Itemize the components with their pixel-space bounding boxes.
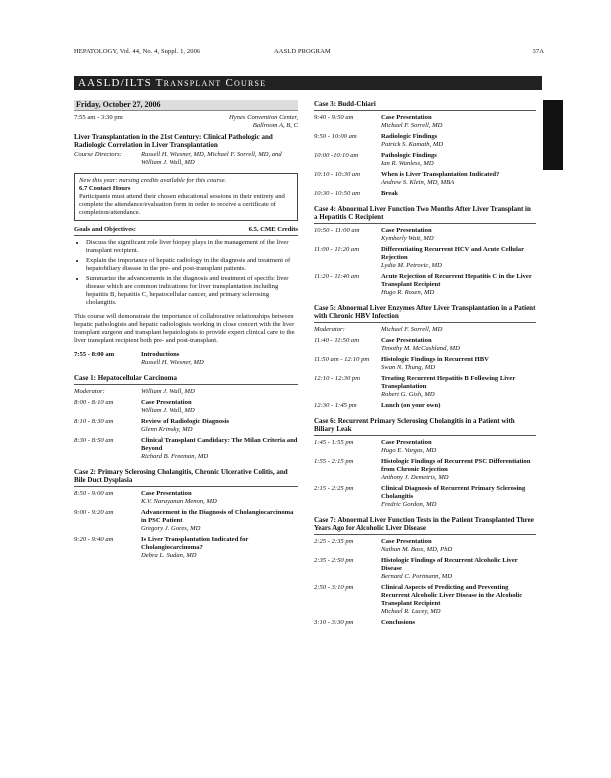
row-time: 11:40 - 11:50 am	[314, 336, 359, 344]
row-title: Case Presentation	[381, 226, 432, 234]
row-time: 12:10 - 12:30 pm	[314, 374, 360, 382]
row-title: Case Presentation	[381, 113, 432, 121]
moderator-label: Moderator:	[314, 325, 345, 333]
schedule-row	[314, 375, 536, 399]
goal-item: • Explain the importance of hepatic radiology in the diagnosis and treatment of hepatobiliary disease in the pre- and post-transplant patients.	[86, 257, 298, 273]
schedule-row	[74, 490, 298, 506]
attendance-requirement: Participants must attend their chosen educational sessions in their entirety and complete the attendance/evaluation form in order to receive a certificate of completion/attendance.	[79, 193, 285, 216]
course-description: This course will demonstrate the importance of collaborative relationships between hepatic pathologists and hepatic radiologists working in close concert with the liver transplant surgeon and transplant hepatologists to provide expert clinical care to the liver transplant recipient both pre- and post-transplant.	[74, 313, 295, 344]
row-time: 2:35 - 2:50 pm	[314, 556, 354, 564]
schedule-row	[314, 246, 536, 270]
moderator-row	[314, 326, 536, 334]
page-number: 37A	[532, 48, 544, 55]
schedule-row	[74, 418, 298, 434]
row-time: 1:55 - 2:15 pm	[314, 457, 354, 465]
row-title: Histologic Findings in Recurrent HBV	[381, 355, 489, 363]
schedule-row	[314, 152, 536, 168]
venue-line-2: Ballroom A, B, C	[252, 122, 298, 129]
row-time: 1:45 - 1:55 pm	[314, 438, 354, 446]
row-speaker: Ian R. Wanless, MD	[381, 159, 434, 167]
row-title: Case Presentation	[381, 438, 432, 446]
schedule-row	[314, 171, 536, 187]
schedule-row	[74, 437, 298, 461]
row-title: Treating Recurrent Hepatitis B Following Liver Transplantation	[381, 374, 516, 390]
row-time: 9:50 - 10:00 am	[314, 132, 357, 140]
moderator-name: Michael F. Sorrell, MD	[381, 325, 443, 333]
row-speaker: Bernard C. Portmann, MD	[381, 572, 453, 580]
schedule-row	[74, 351, 298, 367]
case-1-title: Case 1: Hepatocellular Carcinoma	[74, 374, 298, 385]
row-speaker: Debra L. Sudan, MD	[141, 551, 197, 559]
case-5-title: Case 5: Abnormal Liver Enzymes After Liver Transplantation in a Patient with Chronic HBV Infection	[314, 304, 536, 323]
row-speaker: Anthony J. Demetris, MD	[381, 473, 449, 481]
row-title: Lunch (on your own)	[381, 401, 441, 409]
running-header	[74, 48, 544, 58]
row-title: Pathologic Findings	[381, 151, 437, 159]
row-title: Is Liver Transplantation Indicated for Cholangiocarcinoma?	[141, 535, 249, 551]
schedule-row	[314, 538, 536, 554]
cme-credits: 6.5. CME Credits	[248, 226, 298, 233]
row-title: Histologic Findings of Recurrent PSC Differentiation from Chronic Rejection	[381, 457, 531, 473]
directors-names: Russell H. Wiesner, MD, Michael F. Sorrell, MD, and William J. Wall, MD	[141, 151, 282, 166]
case-3-title: Case 3: Budd-Chiari	[314, 100, 536, 111]
course-title: Liver Transplantation in the 21st Century: Clinical Pathologic and Radiologic Correlation in Liver Transplantation	[74, 133, 273, 149]
row-speaker: Robert G. Gish, MD	[381, 390, 435, 398]
side-tab-label: Friday October 27	[594, 102, 611, 144]
session-date: Friday, October 27, 2006	[74, 100, 298, 111]
row-time: 8:50 - 9:00 am	[74, 489, 114, 497]
row-title: Case Presentation	[141, 489, 192, 497]
row-speaker: Andrew S. Klein, MD, MBA	[381, 178, 455, 186]
row-title: Radiologic Findings	[381, 132, 438, 140]
row-speaker: Hugo E. Vargas, MD	[381, 446, 437, 454]
row-time: 2:15 - 2:25 pm	[314, 484, 354, 492]
journal-citation: HEPATOLOGY, Vol. 44, No. 4, Suppl. 1, 2006	[74, 48, 201, 55]
schedule-row	[314, 356, 536, 372]
row-title: Conclusions	[381, 618, 416, 626]
schedule-row	[314, 619, 536, 627]
row-time: 10:10 - 10:30 am	[314, 170, 360, 178]
row-time: 10:00 -10:10 am	[314, 151, 359, 159]
row-title: When is Liver Transplantation Indicated?	[381, 170, 500, 178]
schedule-row	[314, 439, 536, 455]
row-speaker: Fredric Gordon, MD	[381, 500, 437, 508]
row-speaker: Gregory J. Gores, MD	[141, 524, 201, 532]
row-time: 9:40 - 9:50 am	[314, 113, 354, 121]
row-time: 12:30 - 1:45 pm	[314, 401, 357, 409]
row-speaker: Swan N. Thung, MD	[381, 363, 436, 371]
row-time: 8:10 - 8:30 am	[74, 417, 114, 425]
session-venue	[141, 114, 298, 130]
row-time: 9:00 - 9:20 am	[74, 508, 114, 516]
row-title: Break	[381, 189, 399, 197]
course-banner: AASLD/ILTS Transplant Course	[74, 76, 542, 90]
row-time: 11:20 - 11:40 am	[314, 272, 359, 280]
row-time: 11:50 am - 12:10 pm	[314, 355, 370, 363]
row-speaker: Timothy M. McCashland, MD	[381, 344, 460, 352]
goals-list	[74, 239, 298, 307]
schedule-row	[314, 227, 536, 243]
session-time: 7:55 am - 3:30 pm	[74, 114, 123, 121]
row-time: 9:20 - 9:40 am	[74, 535, 114, 543]
contact-hours: 6.7 Contact Hours	[79, 185, 131, 192]
case-2-title: Case 2: Primary Sclerosing Cholangitis, Chronic Ulcerative Colitis, and Bile Duct Dysplasia	[74, 468, 298, 487]
schedule-row	[314, 485, 536, 509]
schedule-row	[314, 584, 536, 616]
schedule-row	[74, 536, 298, 560]
row-speaker: William J. Wall, MD	[141, 406, 195, 414]
moderator-label: Moderator:	[74, 387, 105, 395]
session-time-venue	[74, 114, 298, 130]
row-title: Advancement in the Diagnosis of Cholangiocarcinoma in PSC Patient	[141, 508, 294, 524]
row-time: 3:10 - 3:30 pm	[314, 618, 354, 626]
day-side-tab	[543, 100, 611, 170]
schedule-row	[314, 133, 536, 149]
row-speaker: Kymberly Watt, MD	[381, 234, 434, 242]
row-title: Differentiating Recurrent HCV and Acute Cellular Rejection	[381, 245, 524, 261]
row-time: 2:50 - 3:10 pm	[314, 583, 354, 591]
schedule-row	[314, 190, 536, 198]
row-title: Clinical Aspects of Predicting and Preventing Recurrent Alcoholic Liver Disease in the Alcoholic Transplant Recipient	[381, 583, 523, 607]
goal-item: • Discuss the significant role liver biopsy plays in the management of the liver transplant recipient.	[86, 239, 298, 255]
row-speaker: Nathan M. Bass, MD, PhD	[381, 545, 453, 553]
schedule-row	[314, 114, 536, 130]
nursing-credits-note: New this year: nursing credits available for this course.	[79, 177, 227, 184]
row-title: Acute Rejection of Recurrent Hepatitis C in the Liver Transplant Recipient	[381, 272, 532, 288]
row-title: Clinical Transplant Candidacy: The Milan Criteria and Beyond	[141, 436, 298, 452]
row-title: Case Presentation	[381, 336, 432, 344]
row-speaker: Richard B. Freeman, MD	[141, 452, 209, 460]
row-title: Case Presentation	[141, 398, 192, 406]
schedule-row	[74, 399, 298, 415]
right-column	[314, 100, 536, 630]
case-7-title: Case 7: Abnormal Liver Function Tests in the Patient Transplanted Three Years Ago for Alcoholic Liver Disease	[314, 516, 536, 535]
goals-label: Goals and Objectives:	[74, 226, 136, 233]
row-speaker: K.V. Narayanan Menon, MD	[141, 497, 217, 505]
row-speaker: Lydia M. Petrovic, MD	[381, 261, 442, 269]
goals-header	[74, 226, 298, 236]
schedule-row	[314, 337, 536, 353]
row-speaker: Michael R. Lucey, MD	[381, 607, 441, 615]
row-title: Case Presentation	[381, 537, 432, 545]
row-speaker: Patrick S. Kamath, MD	[381, 140, 444, 148]
row-title: Histologic Findings of Recurrent Alcoholic Liver Disease	[381, 556, 518, 572]
schedule-row	[314, 557, 536, 581]
goal-item: • Summarize the advancements in the diagnosis and treatment of specific liver disease which are common indications for liver transplantation including hepatitis B, hepatitis C, hepatocellular cancer, and primary sclerosing cholangitis.	[86, 275, 298, 307]
row-title: Review of Radiologic Diagnosis	[141, 417, 230, 425]
moderator-name: William J. Wall, MD	[141, 387, 195, 395]
schedule-row	[314, 273, 536, 297]
moderator-row	[74, 388, 298, 396]
row-speaker: Glenn Krinsky, MD	[141, 425, 193, 433]
row-title: Introductions	[141, 351, 180, 358]
row-time: 10:30 - 10:50 am	[314, 189, 360, 197]
schedule-row	[314, 402, 536, 410]
row-speaker: Russell H. Wiesner, MD	[141, 359, 204, 366]
row-time: 7:55 - 8:00 am	[74, 351, 115, 358]
program-label: AASLD PROGRAM	[274, 48, 331, 55]
row-time: 11:00 - 11:20 am	[314, 245, 359, 253]
credits-box	[74, 173, 298, 221]
row-time: 8:30 - 8:50 am	[74, 436, 114, 444]
directors-label: Course Directors:	[74, 151, 122, 158]
row-time: 2:25 - 2:35 pm	[314, 537, 354, 545]
schedule-row	[74, 509, 298, 533]
row-time: 8:00 - 8:10 am	[74, 398, 114, 406]
row-time: 10:50 - 11:00 am	[314, 226, 360, 234]
left-column	[74, 100, 298, 563]
row-speaker: Michael F. Sorrell, MD	[381, 121, 443, 129]
row-title: Clinical Diagnosis of Recurrent Primary Sclerosing Cholangitis	[381, 484, 526, 500]
case-6-title: Case 6: Recurrent Primary Sclerosing Cholangitis in a Patient with Biliary Leak	[314, 417, 536, 436]
row-speaker: Hugo R. Rosen, MD	[381, 288, 435, 296]
course-directors	[74, 151, 298, 167]
case-4-title: Case 4: Abnormal Liver Function Two Months After Liver Transplant in a Hepatitis C Recipient	[314, 205, 536, 224]
schedule-row	[314, 458, 536, 482]
venue-line-1: Hynes Convention Center,	[228, 114, 298, 121]
